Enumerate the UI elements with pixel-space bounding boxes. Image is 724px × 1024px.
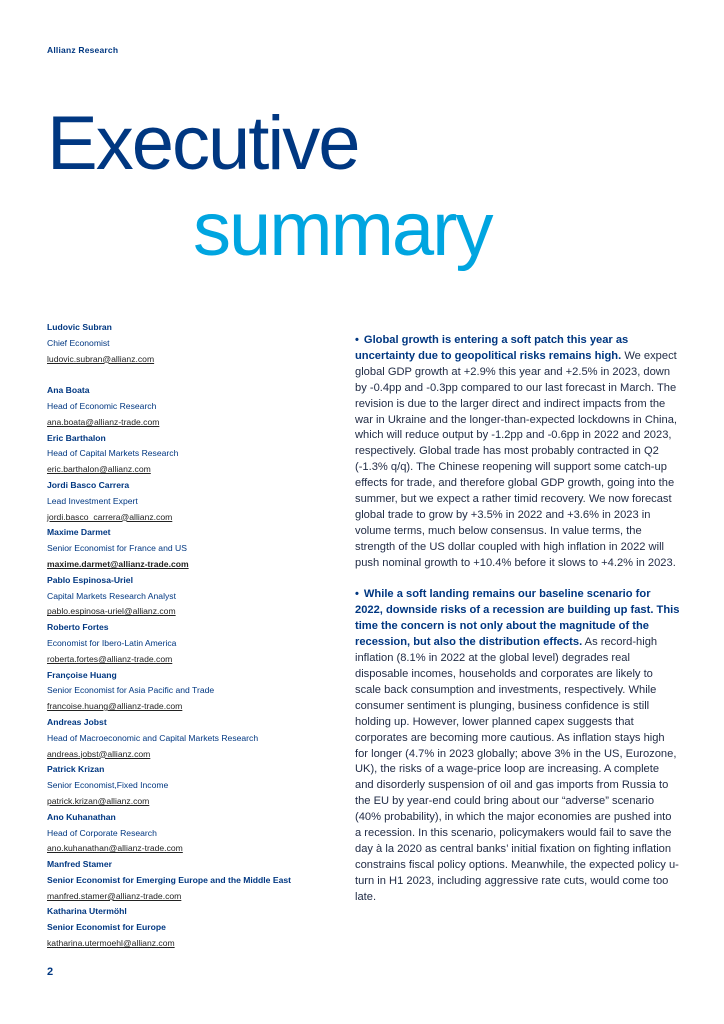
paragraph-text: We expect global GDP growth at +2.9% this year and +2.5% in 2023, down by -0.4pp and -0.3pp compared to our last forecast in March. The revision is due to the larger direct and indirect impacts from the war in Ukraine and the longer-than-expected lockdowns in China, which will reduce output by -1.2pp and -0.6pp in 2022 and 2023, respectively. Global trade has most probably contracted in Q2 (-1.3% q/q). The Chinese reopening will support some catch-up effects for trade, and therefore global GDP growth, going into the summer, but we expect a rather timid recovery. We now forecast global trade to grow by +3.5% in 2022 and +3.6% in 2023 in volume terms, much below consensus. In value terms, the strength of the US dollar coupled with high inflation in 2022 will push nominal growth to +10.4% before it slows to +4.2% in 2023. — [355, 349, 678, 569]
contact-email-link[interactable]: eric.barthalon@allianz.com — [47, 464, 151, 475]
contact-name: Françoise Huang — [47, 669, 117, 680]
contact-name: Jordi Basco Carrera — [47, 479, 130, 490]
contact-role: Head of Macroeconomic and Capital Markets Research — [47, 732, 259, 743]
paragraph-lead: Global growth is entering a soft patch this year as uncertainty due to geopolitical risks remains high. — [355, 334, 629, 362]
contact-role: Capital Markets Research Analyst — [47, 590, 176, 601]
contact-email-link[interactable]: francoise.huang@allianz-trade.com — [47, 701, 183, 712]
contact-ana-boata — [47, 383, 347, 430]
contact-ludovic-subran — [47, 320, 347, 367]
contact-role: Economist for Ibero-Latin America — [47, 637, 177, 648]
contact-email-link[interactable]: ano.kuhanathan@allianz-trade.com — [47, 843, 183, 854]
contact-pablo-espinosa-uriel — [47, 573, 347, 620]
contact-role: Lead Investment Expert — [47, 495, 138, 506]
contact-maxime-darmet — [47, 525, 347, 572]
contact-name: Patrick Krizan — [47, 764, 105, 775]
contact-role: Senior Economist,Fixed Income — [47, 780, 169, 791]
page-title-line1: Executive — [47, 101, 359, 186]
contacts-list — [47, 320, 347, 952]
executive-summary-body — [355, 333, 680, 922]
contact-name: Roberto Fortes — [47, 622, 109, 633]
contact-name: Katharina Utermöhl — [47, 906, 127, 917]
contact-email-link[interactable]: patrick.krizan@allianz.com — [47, 795, 150, 806]
contact-email-link[interactable]: roberta.fortes@allianz-trade.com — [47, 653, 173, 664]
contact-email-link[interactable]: maxime.darmet@allianz-trade.com — [47, 558, 189, 569]
contact-name: Ana Boata — [47, 385, 90, 396]
contact-email-link[interactable]: andreas.jobst@allianz.com — [47, 748, 151, 759]
contact-eric-barthalon — [47, 431, 347, 478]
contact-francoise-huang — [47, 668, 347, 715]
contact-name: Pablo Espinosa-Uriel — [47, 574, 133, 585]
contact-role: Senior Economist for Emerging Europe and the Middle East — [47, 874, 291, 885]
contact-name: Andreas Jobst — [47, 716, 107, 727]
paragraph-text: As record-high inflation (8.1% in 2022 at the global level) degrades real disposable incomes, households and corporates are likely to scale back consumption and investments, respectively. While consumer sentiment is plunging, business confidence is still holding up. However, lower planned capex suggests that corporates are becoming more cautious. As inflation stays high for longer (4.7% in 2023 globally; above 3% in the US, Eurozone, UK), the risks of a wage-price loop are increasing. A complete and disorderly suspension of oil and gas imports from Russia to the EU by year-end could bring about our “adverse” scenario (40% probability), in which the major economies are pushed into a recession. In this scenario, policymakers would fail to save the day à la 2020 as central banks’ initial fixation on fighting inflation constrains fiscal policy options. Meanwhile, the expected policy u-turn in H1 2023, including aggressive rate cuts, would come too late. — [355, 636, 679, 903]
contact-role: Chief Economist — [47, 337, 110, 348]
contact-email-link[interactable]: manfred.stamer@allianz-trade.com — [47, 890, 182, 901]
contact-andreas-jobst — [47, 715, 347, 762]
contact-role: Senior Economist for Asia Pacific and Trade — [47, 685, 215, 696]
report-brand: Allianz Research — [47, 45, 119, 55]
contact-role: Senior Economist for Europe — [47, 922, 166, 933]
contact-role: Head of Capital Markets Research — [47, 448, 179, 459]
contact-email-link[interactable]: jordi.basco_carrera@allianz.com — [47, 511, 173, 522]
contact-katharina-utermoehl — [47, 904, 347, 951]
contact-email-link[interactable]: katharina.utermoehl@allianz.com — [47, 938, 175, 949]
summary-paragraph-2 — [355, 587, 680, 905]
contact-ano-kuhanathan — [47, 810, 347, 857]
page-number: 2 — [47, 966, 54, 978]
contact-email-link[interactable]: ludovic.subran@allianz.com — [47, 353, 155, 364]
contact-email-link[interactable]: ana.boata@allianz-trade.com — [47, 416, 160, 427]
contact-patrick-krizan — [47, 762, 347, 809]
contact-name: Ludovic Subran — [47, 322, 112, 332]
contact-name: Ano Kuhanathan — [47, 811, 116, 822]
page-title-line2: summary — [193, 187, 492, 272]
contact-email-link[interactable]: pablo.espinosa-uriel@allianz.com — [47, 606, 176, 617]
contact-roberto-fortes — [47, 620, 347, 667]
contact-name: Manfred Stamer — [47, 859, 112, 870]
contact-role: Head of Economic Research — [47, 400, 157, 411]
contact-name: Maxime Darmet — [47, 527, 111, 538]
summary-paragraph-1 — [355, 333, 680, 572]
contact-jordi-basco-carrera — [47, 478, 347, 525]
contact-role: Head of Corporate Research — [47, 827, 157, 838]
contact-manfred-stamer — [47, 857, 347, 904]
contact-role: Senior Economist for France and US — [47, 543, 187, 554]
bullet-glyph: • — [355, 334, 359, 346]
paragraph-lead: While a soft landing remains our baseline scenario for 2022, downside risks of a recession are building up fast. This time the concern is not only about the magnitude of the recession, but also the distribution effects. — [355, 588, 680, 649]
contact-name: Eric Barthalon — [47, 432, 106, 443]
bullet-glyph: • — [355, 588, 359, 601]
